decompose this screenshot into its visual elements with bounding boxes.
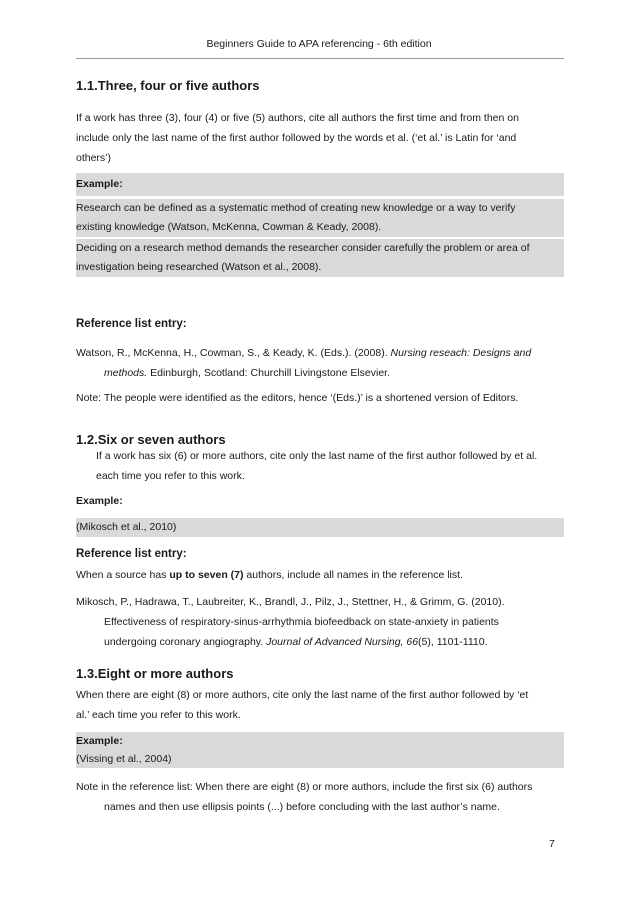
text-line: Note in the reference list: When there are eight (8) or more authors, include the first six (6) authors xyxy=(76,781,533,793)
reference-heading: Reference list entry: xyxy=(76,318,187,330)
example-box xyxy=(76,173,564,277)
example-label: Example: xyxy=(76,495,123,507)
reference-text: Effectiveness of respiratory-sinus-arrhythmia biofeedback on state-anxiety in patients xyxy=(104,616,499,628)
text-line: names and then use ellipsis points (...) before concluding with the last author’s name. xyxy=(104,801,500,813)
reference-text: Edinburgh, Scotland: Churchill Livingstone Elsevier. xyxy=(147,367,391,379)
reference-text: Watson, R., McKenna, H., Cowman, S., & Keady, K. (Eds.). (2008). xyxy=(76,347,391,359)
section-number: 1.3. xyxy=(76,666,98,681)
section-title: Three, four or five authors xyxy=(97,78,260,93)
header-divider xyxy=(76,58,564,59)
section-heading-1-2 xyxy=(76,432,226,447)
section-title: Eight or more authors xyxy=(97,666,234,681)
section-intro xyxy=(76,108,564,168)
section-heading-1-1 xyxy=(76,78,260,93)
text-line: others’) xyxy=(76,152,112,164)
reference-text: undergoing coronary angiography. xyxy=(104,636,267,648)
section-number: 1.1. xyxy=(76,78,98,93)
example-box xyxy=(76,732,564,768)
example-label: Example: xyxy=(76,735,123,747)
reference-text: (5), 1101-1110. xyxy=(418,636,488,648)
text-line: al.’ each time you refer to this work. xyxy=(76,709,241,721)
text-line: Research can be defined as a systematic method of creating new knowledge or a way to verify xyxy=(76,202,516,214)
section-intro xyxy=(76,685,564,725)
text-line: When there are eight (8) or more authors, cite only the last name of the first author followed by ‘et xyxy=(76,689,529,701)
example-box: (Mikosch et al., 2010) xyxy=(76,518,564,537)
section-title: Six or seven authors xyxy=(97,432,226,447)
text-line: If a work has three (3), four (4) or five (5) authors, cite all authors the first time and from then on xyxy=(76,112,519,124)
example-label: Example: xyxy=(76,173,564,197)
page-header: Beginners Guide to APA referencing - 6th edition xyxy=(206,38,432,50)
text-line: investigation being researched (Watson et al., 2008). xyxy=(76,261,322,273)
text-line: include only the last name of the first author followed by the words et al. (‘et al.’ is Latin for ‘and xyxy=(76,132,517,144)
example-line xyxy=(76,239,564,277)
reference-title: Nursing reseach: Designs and xyxy=(390,347,532,359)
note-text: Note: The people were identified as the editors, hence ‘(Eds.)’ is a shortened version of Editors. xyxy=(76,392,519,404)
page-number: 7 xyxy=(549,838,555,850)
note-text xyxy=(76,777,592,817)
section-intro xyxy=(76,446,564,486)
reference-text: Mikosch, P., Hadrawa, T., Laubreiter, K., Brandl, J., Pilz, J., Stettner, H., & Grimm, G. (2010). xyxy=(76,596,505,608)
reference-title: methods. xyxy=(104,367,148,379)
reference-entry xyxy=(76,592,592,652)
text-line: Deciding on a research method demands the researcher consider carefully the problem or area of xyxy=(76,242,530,254)
reference-intro xyxy=(76,565,564,585)
reference-heading: Reference list entry: xyxy=(76,548,187,560)
example-text: (Vissing et al., 2004) xyxy=(76,753,172,765)
section-number: 1.2. xyxy=(76,432,98,447)
journal-title: Journal of Advanced Nursing, 66 xyxy=(266,636,419,648)
text-line: existing knowledge (Watson, McKenna, Cowman & Keady, 2008). xyxy=(76,221,382,233)
text-line: If a work has six (6) or more authors, cite only the last name of the first author followed by et al. xyxy=(96,450,538,462)
section-heading-1-3 xyxy=(76,666,233,681)
text-run-bold: up to seven (7) xyxy=(169,569,244,581)
text-run: authors, include all names in the reference list. xyxy=(243,569,463,581)
text-line: each time you refer to this work. xyxy=(96,470,245,482)
text-run: When a source has xyxy=(76,569,170,581)
reference-entry xyxy=(76,343,592,383)
example-line xyxy=(76,199,564,237)
